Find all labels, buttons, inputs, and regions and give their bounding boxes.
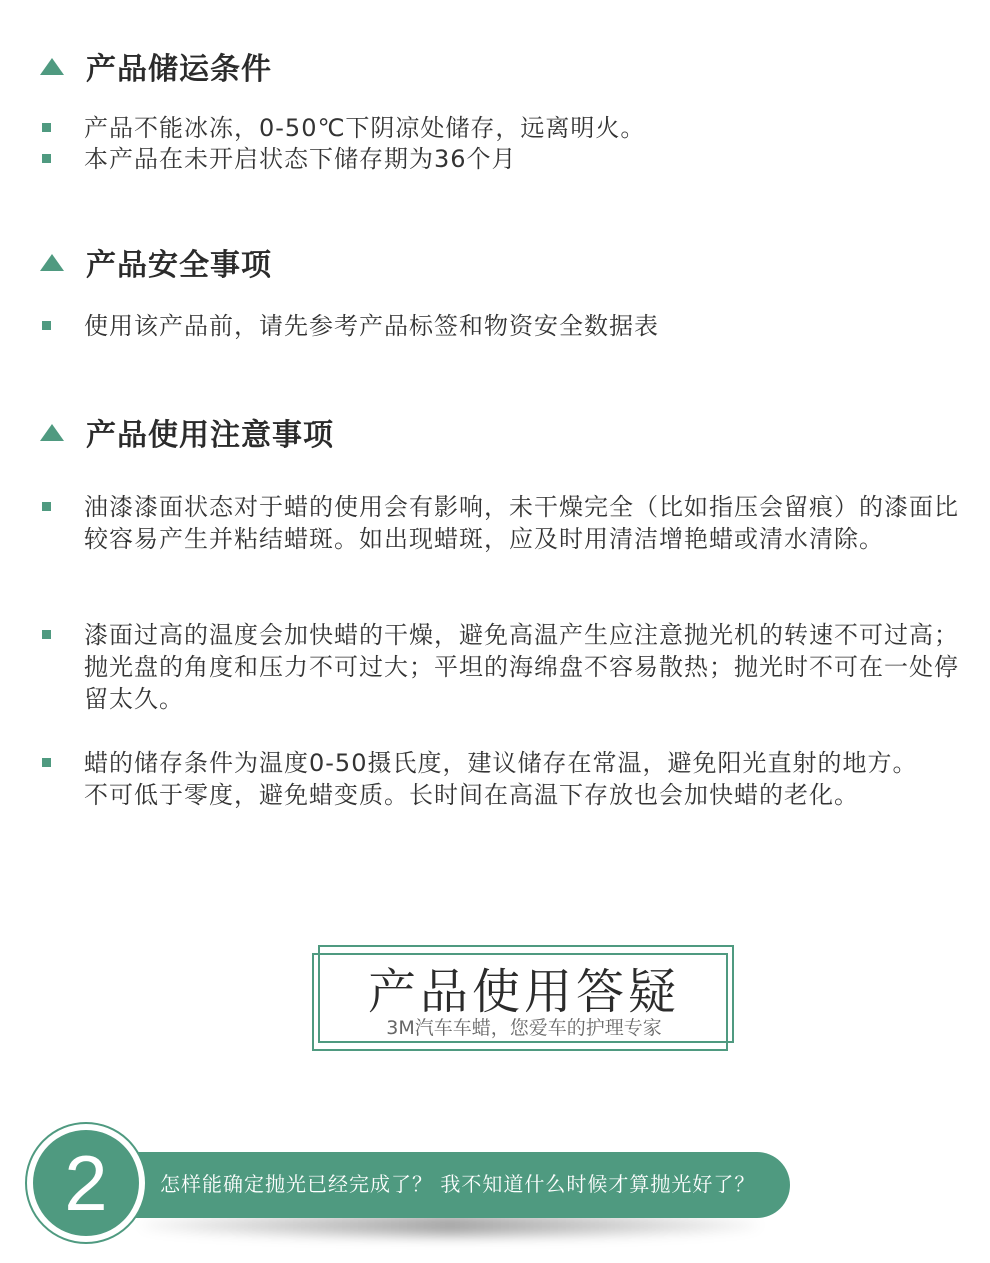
list-item [40, 143, 970, 175]
list-item-text-continued: 不可低于零度，避免蜡变质。长时间在高温下存放也会加快蜡的老化。 [84, 781, 859, 809]
section-title-text: 产品储运条件 [86, 52, 272, 87]
list-item-text: 产品不能冰冻，0-50℃下阴凉处储存，远离明火。 [84, 114, 646, 142]
square-bullet-icon [42, 154, 51, 163]
qa-header-title: 产品使用答疑 [367, 964, 680, 1020]
section-title-text: 产品使用注意事项 [86, 418, 334, 453]
list-item [40, 112, 970, 144]
square-bullet-icon [42, 123, 51, 132]
section-title-text: 产品安全事项 [86, 248, 272, 283]
square-bullet-icon [42, 758, 51, 767]
list-item-text: 蜡的储存条件为温度0-50摄氏度，建议储存在常温，避免阳光直射的地方。 [84, 749, 918, 777]
square-bullet-icon [42, 321, 51, 330]
square-bullet-icon [42, 630, 51, 639]
qa-question-text: 怎样能确定抛光已经完成了？ 我不知道什么时候才算抛光好了？ [160, 1172, 756, 1196]
section-title-usage-notes [40, 410, 334, 454]
list-item [40, 619, 970, 715]
list-item-text: 漆面过高的温度会加快蜡的干燥，避免高温产生应注意抛光机的转速不可过高；抛光盘的角度和压力不可过大；平坦的海绵盘不容易散热；抛光时不可在一处停留太久。 [84, 621, 959, 713]
qa-header-frame [312, 945, 736, 1049]
list-item [40, 310, 970, 342]
section-title-storage [40, 44, 272, 88]
square-bullet-icon [42, 502, 51, 511]
list-item [40, 491, 970, 555]
list-item-text: 本产品在未开启状态下储存期为36个月 [84, 145, 517, 173]
triangle-bullet-icon [40, 424, 64, 441]
list-item [40, 747, 970, 811]
section-title-safety [40, 240, 272, 284]
list-item-text: 使用该产品前，请先参考产品标签和物资安全数据表 [84, 312, 659, 340]
triangle-bullet-icon [40, 58, 64, 75]
qa-number-badge: 2 [33, 1130, 139, 1236]
triangle-bullet-icon [40, 254, 64, 271]
list-item-text: 油漆漆面状态对于蜡的使用会有影响，未干燥完全（比如指压会留痕）的漆面比较容易产生并粘结蜡斑。如出现蜡斑，应及时用清洁增艳蜡或清水清除。 [84, 493, 959, 553]
qa-header-subtitle: 3M汽车车蜡，您爱车的护理专家 [386, 1017, 662, 1039]
